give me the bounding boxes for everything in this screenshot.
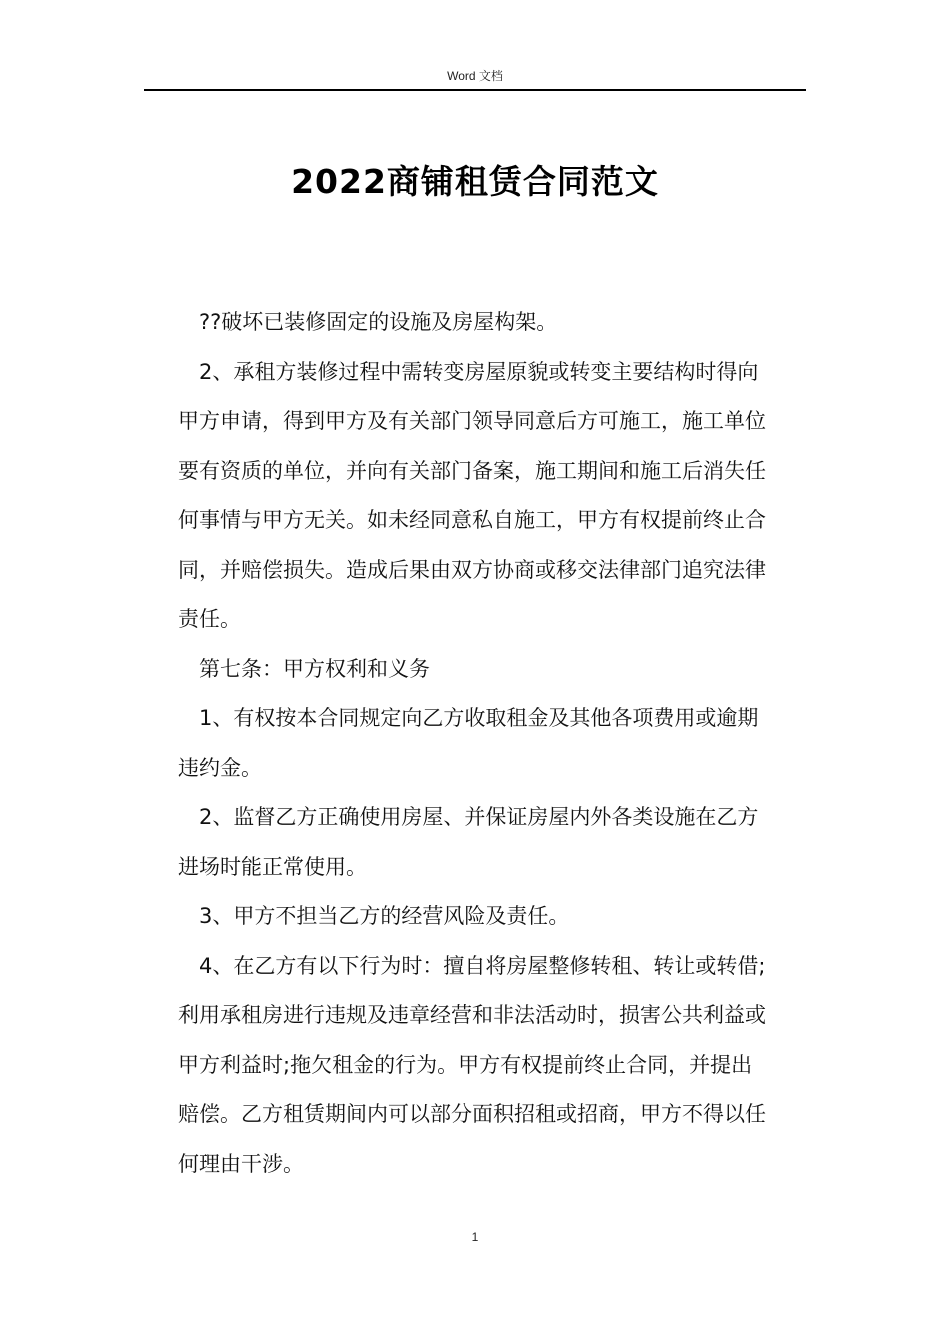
- paragraph-line: 要有资质的单位，并向有关部门备案，施工期间和施工后消失任: [178, 458, 766, 483]
- page-number: 1: [471, 1230, 479, 1244]
- paragraph-line: 赔偿。乙方租赁期间内可以部分面积招租或招商，甲方不得以任: [178, 1102, 766, 1126]
- paragraph-line: 违约金。: [178, 755, 262, 780]
- section-heading: 第七条：甲方权利和义务: [199, 656, 430, 681]
- paragraph-line: ??破坏已装修固定的设施及房屋构架。: [199, 310, 558, 334]
- paragraph-line: 责任。: [178, 607, 241, 631]
- header-text: Word 文档: [447, 69, 503, 83]
- paragraph-line: 4、在乙方有以下行为时：擅自将房屋整修转租、转让或转借;: [199, 953, 766, 978]
- document-body: [178, 298, 808, 1189]
- paragraph-line: 利用承租房进行违规及违章经营和非法活动时，损害公共利益或: [178, 1003, 766, 1027]
- paragraph-line: 2、监督乙方正确使用房屋、并保证房屋内外各类设施在乙方: [199, 805, 759, 829]
- paragraph-line: 甲方申请，得到甲方及有关部门领导同意后方可施工，施工单位: [178, 409, 766, 433]
- paragraph-line: 甲方利益时;拖欠租金的行为。甲方有权提前终止合同，并提出: [178, 1052, 753, 1077]
- paragraph-line: 进场时能正常使用。: [178, 854, 367, 879]
- paragraph-line: 1、有权按本合同规定向乙方收取租金及其他各项费用或逾期: [199, 706, 759, 730]
- paragraph-line: 何事情与甲方无关。如未经同意私自施工，甲方有权提前终止合: [178, 508, 766, 532]
- document-title: 2022商铺租赁合同范文: [291, 162, 659, 201]
- paragraph-line: 何理由干涉。: [178, 1151, 304, 1176]
- page-header: [144, 64, 806, 91]
- paragraph-line: 2、承租方装修过程中需转变房屋原貌或转变主要结构时得向: [199, 359, 759, 384]
- paragraph-line: 同，并赔偿损失。造成后果由双方协商或移交法律部门追究法律: [178, 557, 766, 582]
- paragraph-line: 3、甲方不担当乙方的经营风险及责任。: [199, 904, 570, 928]
